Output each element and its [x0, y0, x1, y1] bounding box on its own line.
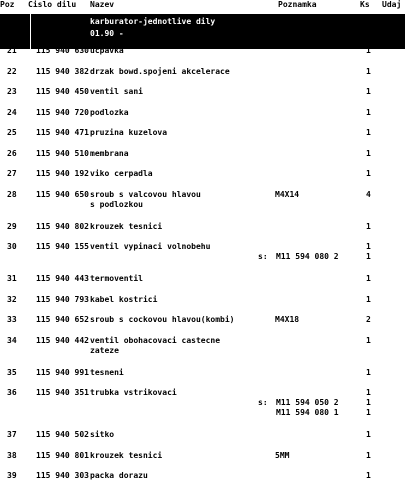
row-qty: 1 [366, 450, 371, 460]
row-part-number: 115 940 650 [36, 189, 89, 199]
row-poz: 31 [7, 274, 17, 283]
row-qty: 1 [366, 294, 371, 304]
row-part-number: 115 940 382 [36, 66, 89, 76]
row-part-number: 115 940 443 [36, 274, 89, 283]
row-part-number: 115 940 802 [36, 221, 89, 231]
header-udaj: Udaj [382, 0, 402, 9]
row-poz: 23 [7, 87, 17, 96]
row-qty: 1 [366, 430, 371, 439]
row-name: viko cerpadla [90, 169, 153, 178]
row-name: krouzek tesnici [90, 450, 163, 460]
row-part-number: 115 940 450 [36, 87, 89, 96]
row-note: 5MM [275, 450, 290, 460]
row-poz: 33 [7, 315, 17, 324]
row-sub-part: M11 594 080 1 [276, 408, 339, 417]
row-name: termoventil [90, 274, 143, 283]
row-qty: 1 [366, 335, 371, 345]
row-qty: 1 [366, 242, 371, 251]
row-poz: 22 [7, 66, 17, 76]
row-qty: 1 [366, 169, 371, 178]
row-poz: 27 [7, 169, 17, 178]
row-qty: 1 [366, 107, 371, 117]
row-qty: 1 [366, 471, 371, 480]
row-part-number: 115 940 991 [36, 367, 89, 377]
row-part-number: 115 940 471 [36, 128, 89, 137]
row-poz: 26 [7, 148, 17, 158]
row-poz: 21 [7, 46, 17, 55]
row-poz: 24 [7, 107, 17, 117]
row-note: M4X18 [275, 315, 300, 324]
row-qty: 1 [366, 221, 371, 231]
row-poz: 30 [7, 242, 17, 251]
row-name-continued: s podlozkou [90, 199, 143, 209]
header-poznamka: Poznamka [278, 0, 317, 9]
row-sub-part: M11 594 080 2 [276, 252, 339, 261]
row-qty: 1 [366, 128, 371, 137]
row-part-number: 115 940 442 [36, 335, 89, 345]
row-poz: 28 [7, 189, 17, 199]
row-part-number: 115 940 351 [36, 388, 89, 397]
row-poz: 37 [7, 430, 17, 439]
row-part-number: 115 940 192 [36, 169, 89, 178]
row-name: sitko [90, 430, 115, 439]
row-qty: 2 [366, 315, 371, 324]
section-title: karburator-jednotlive dily [90, 17, 216, 26]
header-cislo-dilu: Cislo dilu [28, 0, 77, 9]
row-qty: 1 [366, 367, 371, 377]
row-name: sroub s valcovou hlavou [90, 189, 201, 199]
header-poz: Poz [0, 0, 15, 9]
row-name: tesneni [90, 367, 124, 377]
row-qty: 1 [366, 388, 371, 397]
row-part-number: 115 940 502 [36, 430, 89, 439]
row-poz: 29 [7, 221, 17, 231]
row-name: kabel kostrici [90, 294, 158, 304]
row-name: ventil vypinaci volnobehu [90, 242, 211, 251]
section-code: 01.90 - [90, 29, 124, 38]
row-sub-qty: 1 [366, 398, 371, 407]
row-part-number: 115 940 652 [36, 315, 89, 324]
row-poz: 36 [7, 388, 17, 397]
row-part-number: 115 940 510 [36, 148, 89, 158]
row-part-number: 115 940 155 [36, 242, 89, 251]
table-header [0, 0, 405, 12]
row-name: pruzina kuzelova [90, 128, 168, 137]
row-name: krouzek tesnici [90, 221, 163, 231]
row-sub-prefix: s: [258, 252, 268, 261]
row-name: ucpavka [90, 46, 124, 55]
row-poz: 32 [7, 294, 17, 304]
row-poz: 35 [7, 367, 17, 377]
header-nazev: Nazev [90, 0, 115, 9]
row-sub-part: M11 594 050 2 [276, 398, 339, 407]
row-part-number: 115 940 630 [36, 46, 89, 55]
row-part-number: 115 940 793 [36, 294, 89, 304]
row-part-number: 115 940 801 [36, 450, 89, 460]
row-qty: 1 [366, 148, 371, 158]
row-name: podlozka [90, 107, 129, 117]
row-name: membrana [90, 148, 129, 158]
row-name: ventil obohacovaci castecne [90, 335, 221, 345]
header-ks: Ks [360, 0, 370, 9]
row-name: packa dorazu [90, 471, 148, 480]
row-name: ventil sani [90, 87, 143, 96]
row-poz: 25 [7, 128, 17, 137]
row-part-number: 115 940 720 [36, 107, 89, 117]
row-name: sroub s cockovou hlavou(kombi) [90, 315, 235, 324]
row-name: drzak bowd.spojeni akcelerace [90, 66, 230, 76]
row-qty: 1 [366, 46, 371, 55]
row-sub-prefix: s: [258, 398, 268, 407]
row-name-continued: zateze [90, 345, 119, 355]
row-qty: 1 [366, 66, 371, 76]
row-qty: 1 [366, 274, 371, 283]
section-band-separator [30, 14, 31, 49]
row-poz: 34 [7, 335, 17, 345]
row-poz: 38 [7, 450, 17, 460]
row-name: trubka vstrikovaci [90, 388, 177, 397]
row-sub-qty: 1 [366, 252, 371, 261]
row-poz: 39 [7, 471, 17, 480]
row-qty: 4 [366, 189, 371, 199]
row-part-number: 115 940 303 [36, 471, 89, 480]
row-sub-qty: 1 [366, 408, 371, 417]
row-qty: 1 [366, 87, 371, 96]
row-note: M4X14 [275, 189, 300, 199]
